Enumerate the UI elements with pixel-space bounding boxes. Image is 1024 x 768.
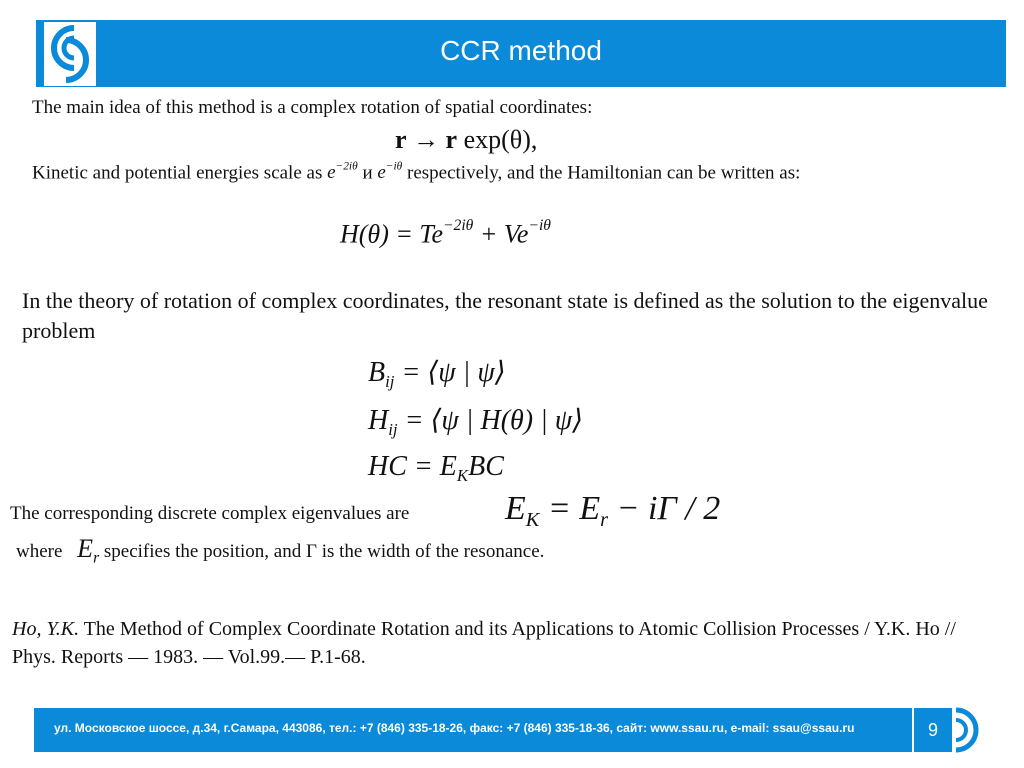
e2-exponent: −iθ bbox=[385, 161, 403, 173]
footer-address: ул. Московское шоссе, д.34, г.Самара, 443086, тел.: +7 (846) 335-18-26, факс: +7 (846) 335-18-36, сайт: www.ssau.ru, e-mail: ssau@ssau.ru bbox=[54, 721, 855, 735]
hc-rhs: BC bbox=[468, 451, 504, 482]
reference-text: The Method of Complex Coordinate Rotation and its Applications to Atomic Collision Processes / Y.K. Ho // Phys. Reports — 1983. — Vol.99.— P.1-68. bbox=[12, 618, 956, 668]
energy-text-end: respectively, and the Hamiltonian can be written as: bbox=[407, 162, 801, 184]
slide-title: CCR method bbox=[440, 35, 602, 66]
h-rhs: = ⟨ψ | H(θ) | ψ⟩ bbox=[397, 405, 584, 436]
hamiltonian-mid: + Ve bbox=[473, 219, 529, 249]
ek-sub: K bbox=[525, 508, 540, 531]
title-bar bbox=[36, 20, 1006, 87]
er-main: = E bbox=[539, 490, 601, 527]
hc-lhs: HC = E bbox=[368, 451, 457, 482]
conjunction: и bbox=[362, 162, 373, 184]
b-main: B bbox=[368, 357, 386, 388]
b-sub: ij bbox=[385, 372, 395, 391]
arrow: → bbox=[413, 125, 440, 154]
kinetic-factor bbox=[327, 162, 362, 183]
hamiltonian-matrix-equation bbox=[368, 403, 583, 440]
footer-logo-icon bbox=[952, 704, 982, 756]
e2: e bbox=[377, 162, 386, 184]
hc-sub: K bbox=[456, 466, 469, 485]
e1-exponent: −2iθ bbox=[335, 161, 358, 173]
eigenvalue-equation bbox=[368, 451, 504, 486]
vector-r: r bbox=[395, 125, 407, 154]
rotation-formula bbox=[395, 125, 537, 155]
page-number-box bbox=[914, 708, 952, 752]
hamiltonian-exp2: −iθ bbox=[528, 217, 551, 234]
potential-factor bbox=[377, 162, 407, 183]
where-text bbox=[16, 534, 544, 567]
b-rhs: = ⟨ψ | ψ⟩ bbox=[394, 357, 506, 388]
intro-text: The main idea of this method is a complex rotation of spatial coordinates: bbox=[32, 97, 593, 118]
er-sub: r bbox=[600, 508, 609, 531]
h-sub: ij bbox=[388, 420, 398, 439]
er-subscript: r bbox=[93, 549, 100, 567]
reference bbox=[12, 615, 1002, 671]
energy-scaling-text bbox=[32, 161, 800, 184]
er-symbol bbox=[77, 534, 100, 567]
hamiltonian-lhs: H(θ) = Te bbox=[340, 219, 444, 249]
page-number: 9 bbox=[927, 720, 938, 740]
where-word: where bbox=[16, 541, 63, 562]
hamiltonian-exp1: −2iθ bbox=[443, 217, 474, 234]
h-main: H bbox=[368, 405, 389, 436]
reference-author: Ho, Y.K. bbox=[12, 618, 80, 640]
overlap-equation bbox=[368, 355, 506, 392]
complex-eigenvalue-formula bbox=[505, 490, 720, 532]
theory-paragraph: In the theory of rotation of complex coordinates, the resonant state is defined as the solution to the eigenvalue problem bbox=[22, 288, 988, 343]
ek-main: E bbox=[505, 490, 526, 527]
where-rest: specifies the position, and Γ is the width of the resonance. bbox=[103, 541, 545, 562]
width-term: − iΓ / 2 bbox=[608, 490, 721, 527]
hamiltonian-formula bbox=[340, 217, 551, 250]
energy-text-start: Kinetic and potential energies scale as bbox=[32, 162, 323, 184]
eigenvalues-text: The corresponding discrete complex eigenvalues are bbox=[10, 503, 410, 524]
e1: e bbox=[327, 162, 336, 184]
er-letter: E bbox=[77, 534, 94, 563]
exp-term: exp(θ), bbox=[463, 125, 538, 154]
footer-bar bbox=[34, 708, 912, 752]
vector-r2: r bbox=[445, 125, 458, 154]
